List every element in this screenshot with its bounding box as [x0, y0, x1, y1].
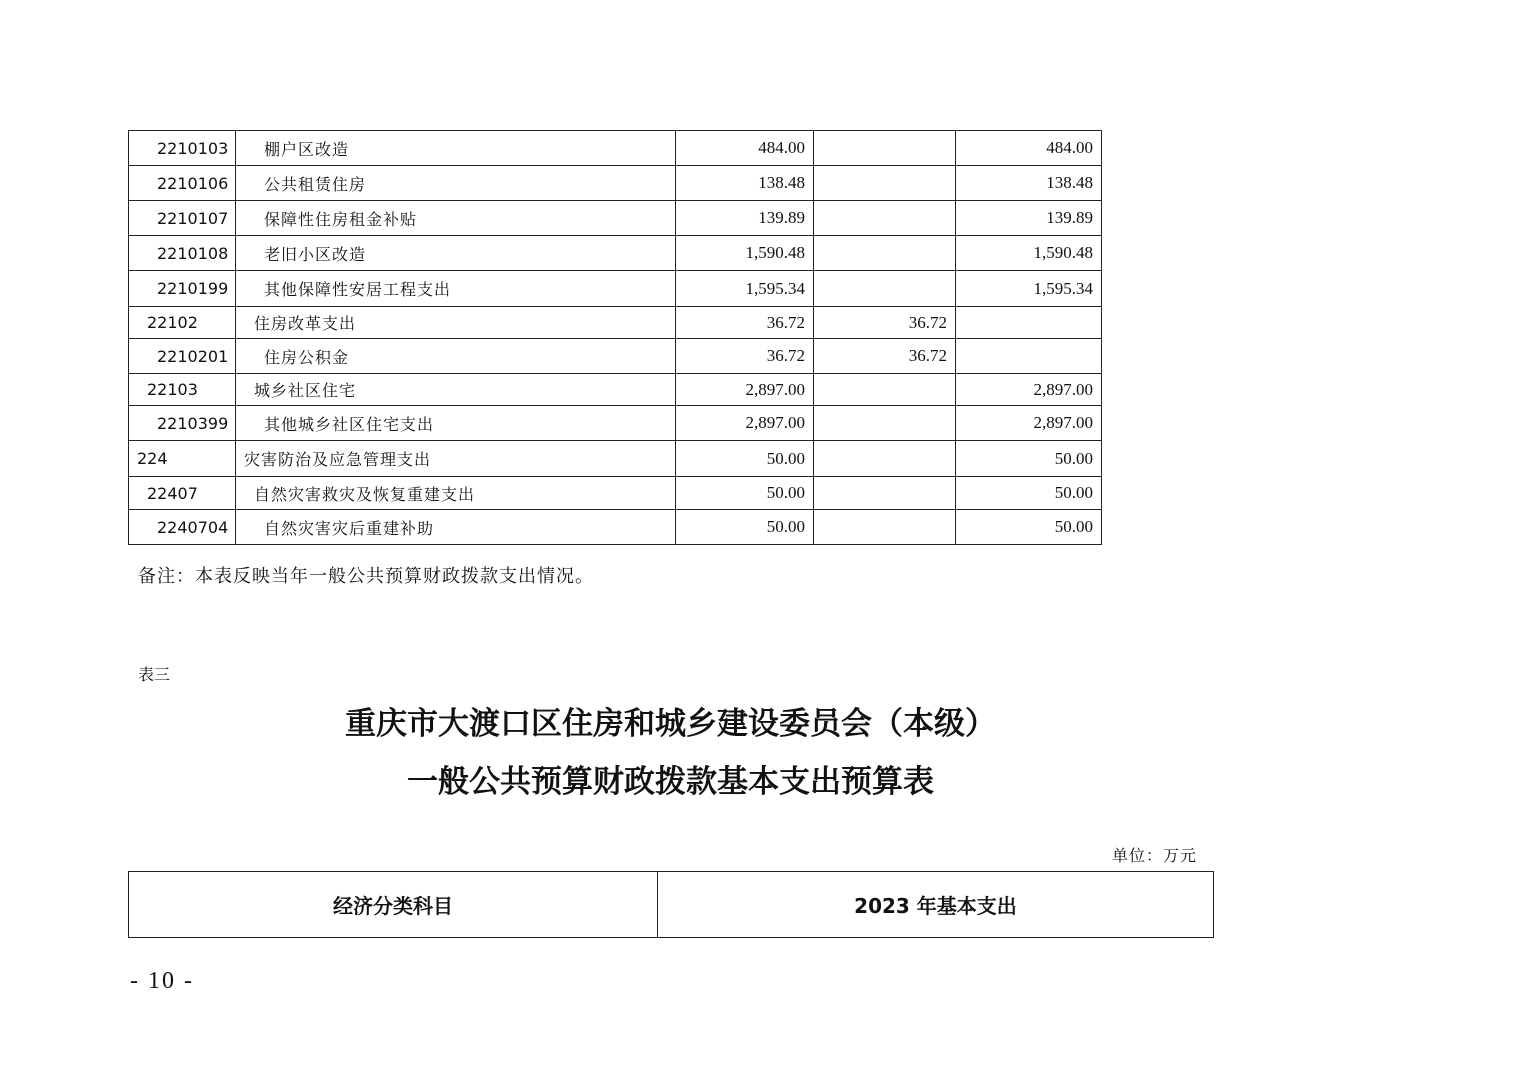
table-row [129, 441, 1102, 477]
page-title-line1: 重庆市大渡口区住房和城乡建设委员会（本级） [345, 706, 996, 742]
row-project: 2,897.00 [956, 374, 1102, 406]
row-basic [814, 166, 956, 201]
row-project: 484.00 [956, 131, 1102, 166]
row-name: 住房公积金 [236, 339, 676, 374]
table-label: 表三 [138, 665, 171, 684]
row-basic [814, 406, 956, 441]
row-project: 1,595.34 [956, 271, 1102, 307]
row-total: 2,897.00 [676, 374, 814, 406]
header-basic-expenditure: 2023 年基本支出 [658, 872, 1214, 938]
table-row [129, 271, 1102, 307]
unit-label: 单位：万元 [1112, 846, 1198, 865]
row-name: 灾害防治及应急管理支出 [236, 441, 676, 477]
row-project: 1,590.48 [956, 236, 1102, 271]
row-code: 2210103 [129, 131, 236, 166]
table-note: 备注：本表反映当年一般公共预算财政拨款支出情况。 [138, 566, 594, 587]
row-basic [814, 201, 956, 236]
row-project: 138.48 [956, 166, 1102, 201]
row-total: 139.89 [676, 201, 814, 236]
table-row [129, 236, 1102, 271]
row-basic [814, 374, 956, 406]
row-code: 2210107 [129, 201, 236, 236]
basic-expenditure-table [128, 871, 1214, 938]
row-project: 50.00 [956, 510, 1102, 545]
row-project: 2,897.00 [956, 406, 1102, 441]
row-name: 其他城乡社区住宅支出 [236, 406, 676, 441]
row-basic: 36.72 [814, 307, 956, 339]
row-code: 2210106 [129, 166, 236, 201]
row-total: 138.48 [676, 166, 814, 201]
row-name: 老旧小区改造 [236, 236, 676, 271]
row-total: 2,897.00 [676, 406, 814, 441]
row-total: 50.00 [676, 441, 814, 477]
row-code: 2240704 [129, 510, 236, 545]
row-basic: 36.72 [814, 339, 956, 374]
row-name: 自然灾害救灾及恢复重建支出 [236, 477, 676, 510]
row-name: 保障性住房租金补贴 [236, 201, 676, 236]
row-total: 50.00 [676, 510, 814, 545]
table-row [129, 131, 1102, 166]
table-row [129, 477, 1102, 510]
table-row [129, 339, 1102, 374]
row-basic [814, 271, 956, 307]
row-name: 城乡社区住宅 [236, 374, 676, 406]
row-code: 22407 [129, 477, 236, 510]
row-basic [814, 510, 956, 545]
table-header-row [129, 872, 1214, 938]
page-title-line2: 一般公共预算财政拨款基本支出预算表 [407, 764, 934, 800]
row-name: 其他保障性安居工程支出 [236, 271, 676, 307]
page-number: - 10 - [130, 968, 194, 994]
table-row [129, 201, 1102, 236]
table-row [129, 307, 1102, 339]
row-total: 36.72 [676, 339, 814, 374]
row-total: 484.00 [676, 131, 814, 166]
row-name: 公共租赁住房 [236, 166, 676, 201]
row-total: 1,590.48 [676, 236, 814, 271]
row-project [956, 339, 1102, 374]
row-project: 50.00 [956, 441, 1102, 477]
row-basic [814, 441, 956, 477]
row-name: 棚户区改造 [236, 131, 676, 166]
row-name: 自然灾害灾后重建补助 [236, 510, 676, 545]
budget-table-continuation [128, 130, 1102, 545]
table-row [129, 510, 1102, 545]
row-code: 2210108 [129, 236, 236, 271]
row-project: 139.89 [956, 201, 1102, 236]
header-economic-category: 经济分类科目 [129, 872, 658, 938]
row-code: 22103 [129, 374, 236, 406]
row-code: 2210199 [129, 271, 236, 307]
row-total: 50.00 [676, 477, 814, 510]
row-project: 50.00 [956, 477, 1102, 510]
table-row [129, 166, 1102, 201]
row-total: 1,595.34 [676, 271, 814, 307]
row-name: 住房改革支出 [236, 307, 676, 339]
row-code: 224 [129, 441, 236, 477]
budget-table-body [129, 131, 1102, 545]
row-basic [814, 236, 956, 271]
row-project [956, 307, 1102, 339]
row-basic [814, 477, 956, 510]
row-basic [814, 131, 956, 166]
row-code: 2210399 [129, 406, 236, 441]
table-row [129, 374, 1102, 406]
row-code: 22102 [129, 307, 236, 339]
row-code: 2210201 [129, 339, 236, 374]
table-row [129, 406, 1102, 441]
row-total: 36.72 [676, 307, 814, 339]
